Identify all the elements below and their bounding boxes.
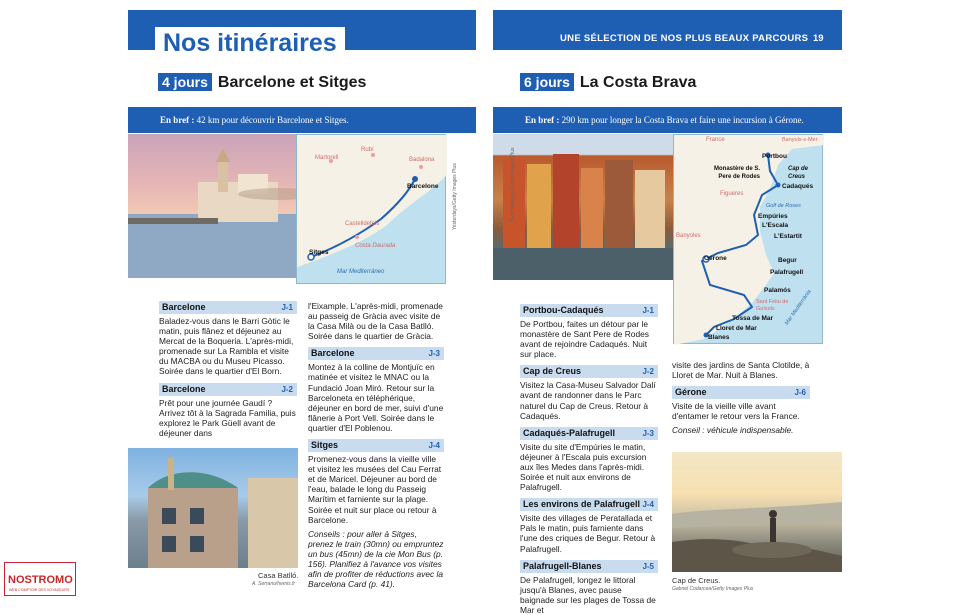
section-header: Gérone J-6 <box>672 386 810 399</box>
day-label: J-6 <box>794 388 806 398</box>
itinerary-name: La Costa Brava <box>579 74 697 91</box>
brief-label: En bref : <box>160 115 195 125</box>
map-label-escala: L'Escala <box>762 222 789 229</box>
map-label-sitges: Sitges <box>309 249 329 256</box>
sitges-illustration <box>128 134 318 278</box>
map-label-costa: Costa Daurada <box>355 243 396 249</box>
section-text: De Palafrugell, longez le littoral jusqu'à Blanes, avec pause baignade sur les plages de Tossa de Mar et <box>520 574 656 615</box>
photo-credit-right: Tono Balaguer/Getty Images Plus <box>510 147 516 222</box>
casa-batllo-photo <box>128 448 298 568</box>
left-column-2 <box>308 301 444 589</box>
page-title-tab <box>155 27 345 60</box>
map-label-estartit: L'Estartit <box>774 233 802 240</box>
map-label-gerone: Gérone <box>704 255 727 262</box>
section-header: Les environs de Palafrugell J-4 <box>520 498 658 511</box>
page-title: Nos itinéraires <box>163 29 337 57</box>
section-text: Visite du site d'Empúries le matin, déjeuner à l'Escala puis excursion aux îles Medes dans l'après-midi. Soirée et nuit aux environs de Palafrugell. <box>520 441 647 493</box>
section-header: Cadaqués-Palafrugell J-3 <box>520 427 658 440</box>
map-label-golf-roses: Golf de Roses <box>766 203 801 209</box>
map-label-cadaques: Cadaqués <box>782 183 814 190</box>
map-label-pere-rodes: Monastère de S. Pere de Rodes <box>713 166 760 180</box>
day-label: J-3 <box>642 428 654 438</box>
itinerary-name: Barcelone et Sitges <box>217 74 367 91</box>
section-header: Cap de Creus J-2 <box>520 365 658 378</box>
caption-left: Casa Batlló. <box>258 571 299 580</box>
section-text: Montez à la colline de Montjuïc en matinée et visitez le MNAC ou la Fundació Joan Miró. Retour sur la Barceloneta en téléphérique, déjeuner en bord de mer, suivi d'une flânerie à Port Vell. Soirée dans le quartier d'El Poblenou. <box>308 362 444 433</box>
day-label: J-1 <box>642 306 654 315</box>
day-label: J-2 <box>281 384 293 394</box>
map-label-castelldefels: Castelldefels <box>345 221 380 227</box>
day-label: J-2 <box>642 367 654 377</box>
costa-brava-map <box>673 134 823 344</box>
itinerary-title-right <box>520 73 696 92</box>
section-text: Baladez-vous dans le Barri Gòtic le matin, puis flânez et déjeunez au Mercat de la Boqueria. L'après-midi, promenade sur La Rambla et visite du MACBA ou du Museu Picasso. Soirée dans le quartier d'El Born. <box>159 316 294 377</box>
day-label: J-4 <box>428 441 440 451</box>
continued-text: visite des jardins de Santa Clotilde, à Lloret de Mar. Nuit à Blanes. <box>672 360 810 381</box>
map-label-portbou: Portbou <box>762 153 787 160</box>
caption-credit-left: A. Serrano/hemis.fr <box>252 581 296 587</box>
map-label-tossa: Tossa de Mar <box>732 315 774 322</box>
brief-label: En bref : <box>525 115 560 125</box>
map-label-palamos: Palamós <box>764 287 791 294</box>
left-column-1 <box>159 301 297 438</box>
caption-credit-right: Gabriel Codarcea/Getty Images Plus <box>672 586 754 592</box>
days-badge: 4 jours <box>158 73 212 91</box>
days-badge: 6 jours <box>520 73 574 91</box>
girona-illustration <box>493 134 673 280</box>
map-label-palafrugell: Palafrugell <box>770 269 804 276</box>
section-text: Visite de la vieille ville avant d'entamer le retour vers la France. <box>672 401 800 422</box>
barcelona-map <box>296 134 446 284</box>
casa-batllo-illustration <box>128 448 298 568</box>
right-column-1 <box>520 304 658 615</box>
right-column-2 <box>672 360 810 435</box>
map-label-sea: Mar Mediterrània <box>784 288 813 327</box>
map-label-rubi: Rubí <box>361 147 374 153</box>
girona-photo <box>493 134 673 280</box>
map-label-lloret: Lloret de Mar <box>716 325 757 332</box>
section-header: Barcelone J-2 <box>159 383 297 396</box>
logo-tagline: WEB COMPTOIR DES VOYAGEURS <box>9 588 70 592</box>
brief-text: 42 km pour découvrir Barcelone et Sitges. <box>194 115 349 125</box>
day-label: J-3 <box>428 349 440 359</box>
section-text: Prêt pour une journée Gaudí ? Arrivez tôt à la Sagrada Familia, puis explorez le Park Güell avant de déjeuner dans <box>159 397 296 438</box>
itinerary-title-left <box>158 73 366 92</box>
sitges-photo <box>128 134 318 278</box>
brief-bar-left <box>128 107 476 133</box>
map-label-sea: Mar Mediterráneo <box>337 269 385 275</box>
map-label-figueres: Figueres <box>720 191 744 197</box>
photo-credit-left: Yesterdays/Getty Images Plus <box>452 163 458 230</box>
map-label-barcelone: Barcelone <box>407 183 439 190</box>
caption-right: Cap de Creus. <box>672 576 721 585</box>
day-label: J-5 <box>642 561 654 571</box>
brief-text: 290 km pour longer la Costa Brava et faire une incursion à Gérone. <box>559 115 804 125</box>
tips-text: Conseils : pour aller à Sitges, prenez le train (30mn) ou empruntez un bus (45mn) de la cie Mon Bus (p. 156). Planifiez à l'avance vos visites afin de profiter de réductions avec la Barcelona Card (p. 41). <box>308 528 444 590</box>
section-header: Portbou-Cadaqués J-1 <box>520 304 658 317</box>
map-label-banyoles: Banyoles <box>676 233 701 239</box>
map-label-france: France <box>706 137 725 143</box>
right-header-bar <box>493 10 842 50</box>
map-label-martorell: Martorell <box>315 155 339 161</box>
map-label-cap-creus: Cap de Creus <box>788 166 809 180</box>
map-label-badalona: Badalona <box>409 157 435 163</box>
logo-name: NOSTROMO <box>8 574 73 586</box>
day-label: J-1 <box>281 303 293 312</box>
cap-de-creus-illustration <box>672 452 842 572</box>
continued-text: l'Eixample. L'après-midi, promenade au passeig de Gràcia avec visite de la Casa Milà ou de la Casa Batlló. Soirée dans le quartier de Gràcia. <box>308 301 443 342</box>
cap-de-creus-photo <box>672 452 842 572</box>
section-text: De Portbou, faites un détour par le monastère de Sant Pere de Rodes avant de rejoindre Cadaqués. Nuit sur place. <box>520 319 649 360</box>
section-header: Sitges J-4 <box>308 439 444 452</box>
map-label-sant-feliu: Sant Feliu de Guíxols <box>756 299 789 312</box>
map-label-blanes: Blanes <box>708 334 730 341</box>
section-text: Visite des villages de Peratallada et Pals le matin, puis farniente dans l'une des criques de Begur. Retour à Palafrugell. <box>520 513 656 554</box>
nostromo-logo <box>4 562 76 596</box>
section-heading: UNE SÉLECTION DE NOS PLUS BEAUX PARCOURS <box>560 33 809 44</box>
day-label: J-4 <box>642 500 654 510</box>
page-number: 19 <box>813 33 824 44</box>
section-text: Visitez la Casa-Museu Salvador Dalí avant de randonner dans le Parc naturel du Cap de Creus. Retour à Cadaqués. <box>520 380 656 421</box>
section-header: Palafrugell-Blanes J-5 <box>520 560 658 573</box>
map-label-begur: Begur <box>778 257 797 264</box>
brief-bar-right <box>493 107 842 133</box>
section-header: Barcelone J-1 <box>159 301 297 314</box>
map-label-empuries: Empúries <box>758 213 788 220</box>
section-text: Promenez-vous dans la vieille ville et visitez les musées del Cau Ferrat et de Maricel. Déjeuner au bord de l'eau, balade le long du Passeig Marítim et farniente sur la plage. Soirée et nuit sur place ou retour à Barcelone. <box>308 454 442 525</box>
map-label-banyuls: Banyuls-s-Mer <box>782 137 818 143</box>
section-header: Barcelone J-3 <box>308 347 444 360</box>
tips-text: Conseil : véhicule indispensable. <box>672 425 794 436</box>
